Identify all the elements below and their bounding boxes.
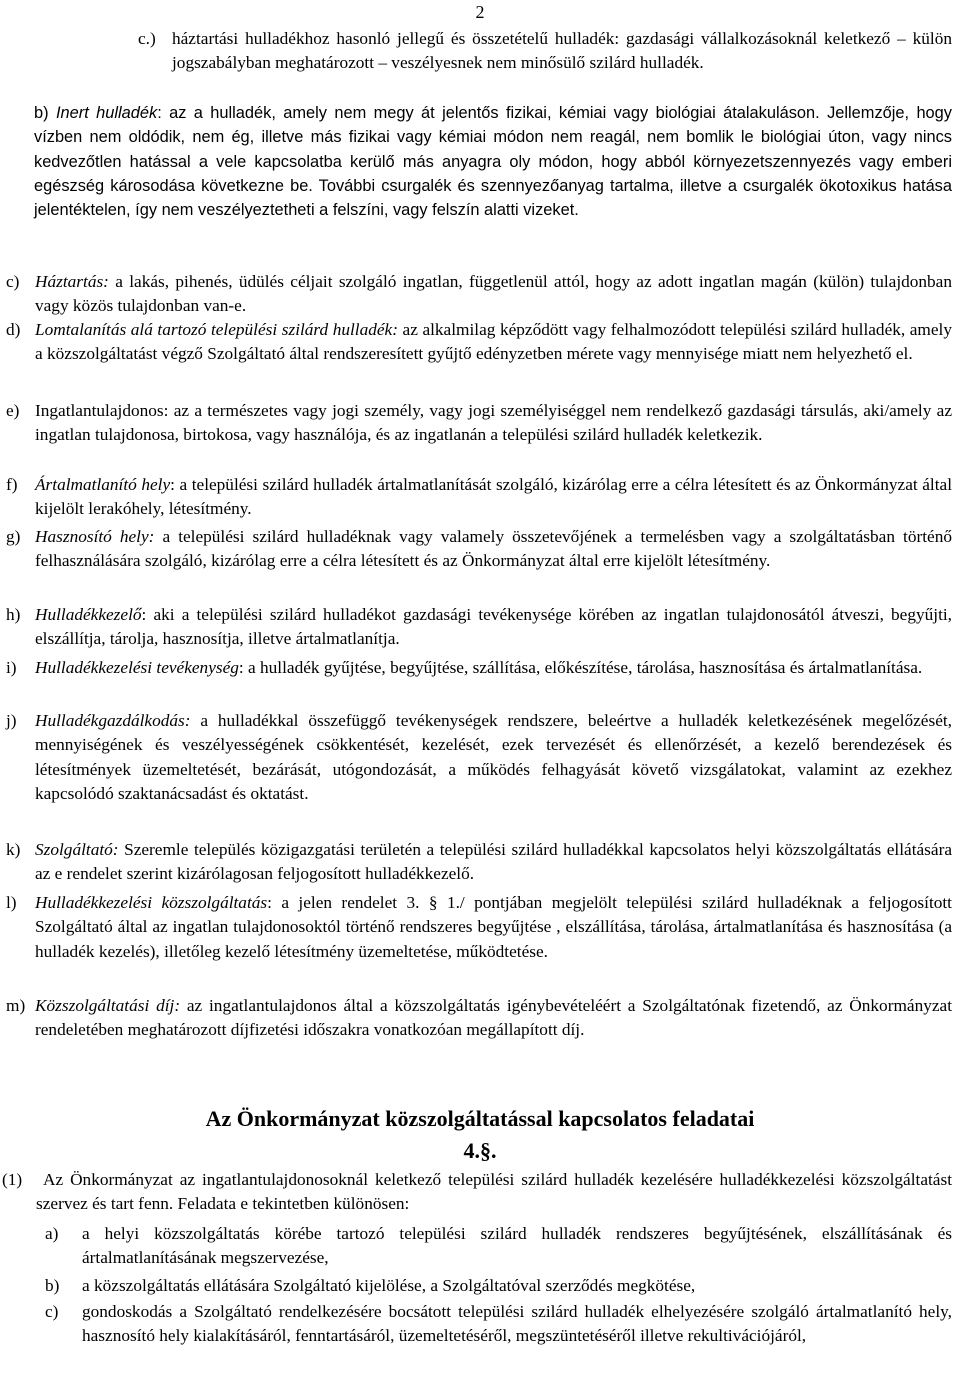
item-label: c.): [138, 29, 156, 48]
sub-item-label: a): [45, 1224, 59, 1243]
sub-item: [45, 1222, 952, 1271]
definition-item: [6, 891, 952, 964]
definition-item: [6, 473, 953, 522]
item-term: Háztartás:: [35, 272, 109, 291]
paragraph-text: Az Önkormányzat az ingatlantulajdonosoknál keletkező települési szilárd hulladék kezelésére hulladékkezelési közszolgáltatást szervez és tart fenn. Feladata e tekintetben különösen:: [36, 1170, 952, 1214]
sub-item: [45, 1300, 952, 1349]
sub-item-label: b): [45, 1276, 60, 1295]
item-text: : a hulladék gyűjtése, begyűjtése, szállítása, előkészítése, tárolása, hasznosítása és ártalmatlanítása.: [238, 658, 923, 677]
definition-item: [6, 525, 952, 574]
paragraph: [2, 1168, 952, 1217]
item-label: m): [6, 996, 26, 1015]
item-label: b): [34, 104, 49, 122]
item-text: a lakás, pihenés, üdülés céljait szolgáló ingatlan, függetlenül attól, hogy az adott ingatlan magán (külön) tulajdonban vagy közös tulajdonban van-e.: [35, 272, 952, 316]
item-label: e): [6, 401, 20, 420]
definition-item: [6, 399, 952, 448]
item-label: h): [6, 605, 21, 624]
sub-item-text: a helyi közszolgáltatás körébe tartozó települési szilárd hulladék rendszeres begyűjtésének, elszállításának és ártalmatlanításának megszervezése,: [82, 1224, 952, 1268]
definition-item: [138, 27, 952, 76]
definition-item: [6, 656, 952, 680]
page-number: 2: [475, 2, 485, 22]
definition-item: [6, 838, 952, 887]
item-text: Ingatlantulajdonos: az a természetes vagy jogi személy, vagy jogi személyiséggel nem rendelkező gazdasági társulás, aki/amely az ingatlan tulajdonosa, birtokosa, vagy használója, és az ingatlanán a települési szilárd hulladék keletkezik.: [35, 401, 952, 445]
sub-item-label: c): [45, 1302, 59, 1321]
item-term: Szolgáltató:: [35, 840, 119, 859]
definition-item: [6, 270, 952, 319]
definition-item: [6, 318, 952, 367]
item-label: f): [6, 475, 18, 494]
paragraph-label: (1): [2, 1170, 23, 1189]
definition-item: [6, 709, 952, 806]
definition-item: [6, 603, 952, 652]
item-term: Ártalmatlanító hely: [35, 475, 171, 494]
item-label: l): [6, 893, 17, 912]
item-label: c): [6, 272, 20, 291]
sub-item: [45, 1274, 952, 1298]
item-term: Inert hulladék: [55, 104, 158, 122]
item-term: Hulladékgazdálkodás:: [35, 711, 191, 730]
item-text: a települési szilárd hulladéknak vagy valamely összetevőjének a termelésben vagy a szolgáltatásban történő felhasználására szolgáló, kizárólag erre a célra létesített és az Önkormányzat által erre kijelölt létesítmény.: [35, 527, 952, 571]
item-label: i): [6, 658, 17, 677]
sub-item-text: a közszolgáltatás ellátására Szolgáltató kijelölése, a Szolgáltatóval szerződés megkötése,: [82, 1276, 696, 1295]
definition-item: [6, 994, 952, 1043]
item-text: a hulladékkal összefüggő tevékenységek rendszere, beleértve a hulladék keletkezésének megelőzését, mennyiségének és veszélyességének csökkentését, kezelését, ezek tervezését és ellenőrzését, a kezelő berendezések és létesítmények üzemeltetését, bezárását, utógondozását, a működés felhagyását követő vizsgálatokat, valamint az ezekhez kapcsolódó szaktanácsadást és oktatást.: [35, 711, 952, 803]
item-term: Hulladékkezelő: [35, 605, 142, 624]
item-term: Hasznosító hely:: [35, 527, 155, 546]
item-text: az alkalmilag képződött vagy felhalmozódott települési szilárd hulladék, amely a közszolgáltatást végző Szolgáltató által rendszeresített gyűjtő edényzetben mérete vagy mennyisége miatt nem helyezhető el.: [35, 320, 952, 364]
item-term: Lomtalanítás alá tartozó települési szilárd hulladék:: [35, 320, 398, 339]
item-term: Hulladékkezelési közszolgáltatás: [35, 893, 268, 912]
item-text: : a települési szilárd hulladék ártalmatlanítását szolgáló, kizárólag erre a célra létesített és az Önkormányzat által kijelölt lerakóhely, létesítmény.: [35, 475, 953, 519]
item-text: az ingatlantulajdonos által a közszolgáltatás igénybevételéért a Szolgáltatónak fizetendő, az Önkormányzat rendeletében meghatározott díjfizetési időszakra vonatkozóan megállapított díj.: [35, 996, 952, 1040]
item-text: : az a hulladék, amely nem megy át jelentős fizikai, kémiai vagy biológiai átalakuláson. Jellemzője, hogy vízben nem oldódik, nem ég, illetve más fizikai vagy kémiai módon nem reagál, nem bomlik le biológiai úton, vagy nincs kedvezőtlen hatással a vele kapcsolatba kerülő más anyagra oly módon, hogy abból környezetszennyezés vagy emberi egészség károsodása következne be. További csurgalék és szennyezőanyag tartalma, illetve a csurgalék ökotoxikus hatása jelentéktelen, így nem veszélyeztetheti a felszíni, vagy felszín alatti vizeket.: [34, 104, 952, 220]
section-heading: Az Önkormányzat közszolgáltatással kapcsolatos feladatai: [205, 1106, 755, 1131]
section-number: 4.§.: [463, 1138, 497, 1163]
item-label: k): [6, 840, 21, 859]
item-term: Hulladékkezelési tevékenység: [35, 658, 239, 677]
sub-item-text: gondoskodás a Szolgáltató rendelkezésére bocsátott települési szilárd hulladék elhelyezésére szolgáló ártalmatlanító hely, hasznosító hely kialakításáról, fenntartásáról, üzemeltetéséről, megszüntetéséről illetve rekultivációjáról,: [82, 1302, 952, 1346]
item-text: : a jelen rendelet 3. § 1./ pontjában megjelölt települési szilárd hulladéknak a feljogosított Szolgáltató által az ingatlan tulajdonosoktól történő rendszeres begyűjtése , elszállítása, tárolása, ártalmatlanítása és hasznosítása (a hulladék kezelés), illetőleg kezelő létesítmény üzemeltetése, működtetése.: [35, 893, 952, 961]
item-term: Közszolgáltatási díj:: [35, 996, 181, 1015]
item-text: : aki a települési szilárd hulladékot gazdasági tevékenysége körében az ingatlan tulajdonosától átveszi, begyűjti, elszállítja, tárolja, hasznosítja, illetve ártalmatlanítja.: [35, 605, 952, 649]
item-label: g): [6, 527, 21, 546]
definition-item: [34, 101, 952, 222]
item-text: háztartási hulladékhoz hasonló jellegű és összetételű hulladék: gazdasági vállalkozásoknál keletkező – külön jogszabályban meghatározott – veszélyesnek nem minősülő szilárd hulladék.: [172, 29, 952, 73]
item-text: Szeremle település közigazgatási területén a települési szilárd hulladékkal kapcsolatos helyi közszolgáltatás ellátására az e rendelet szerint kizárólagosan feljogosított hulladékkezelő.: [35, 840, 952, 884]
item-label: d): [6, 320, 21, 339]
item-label: j): [6, 711, 17, 730]
